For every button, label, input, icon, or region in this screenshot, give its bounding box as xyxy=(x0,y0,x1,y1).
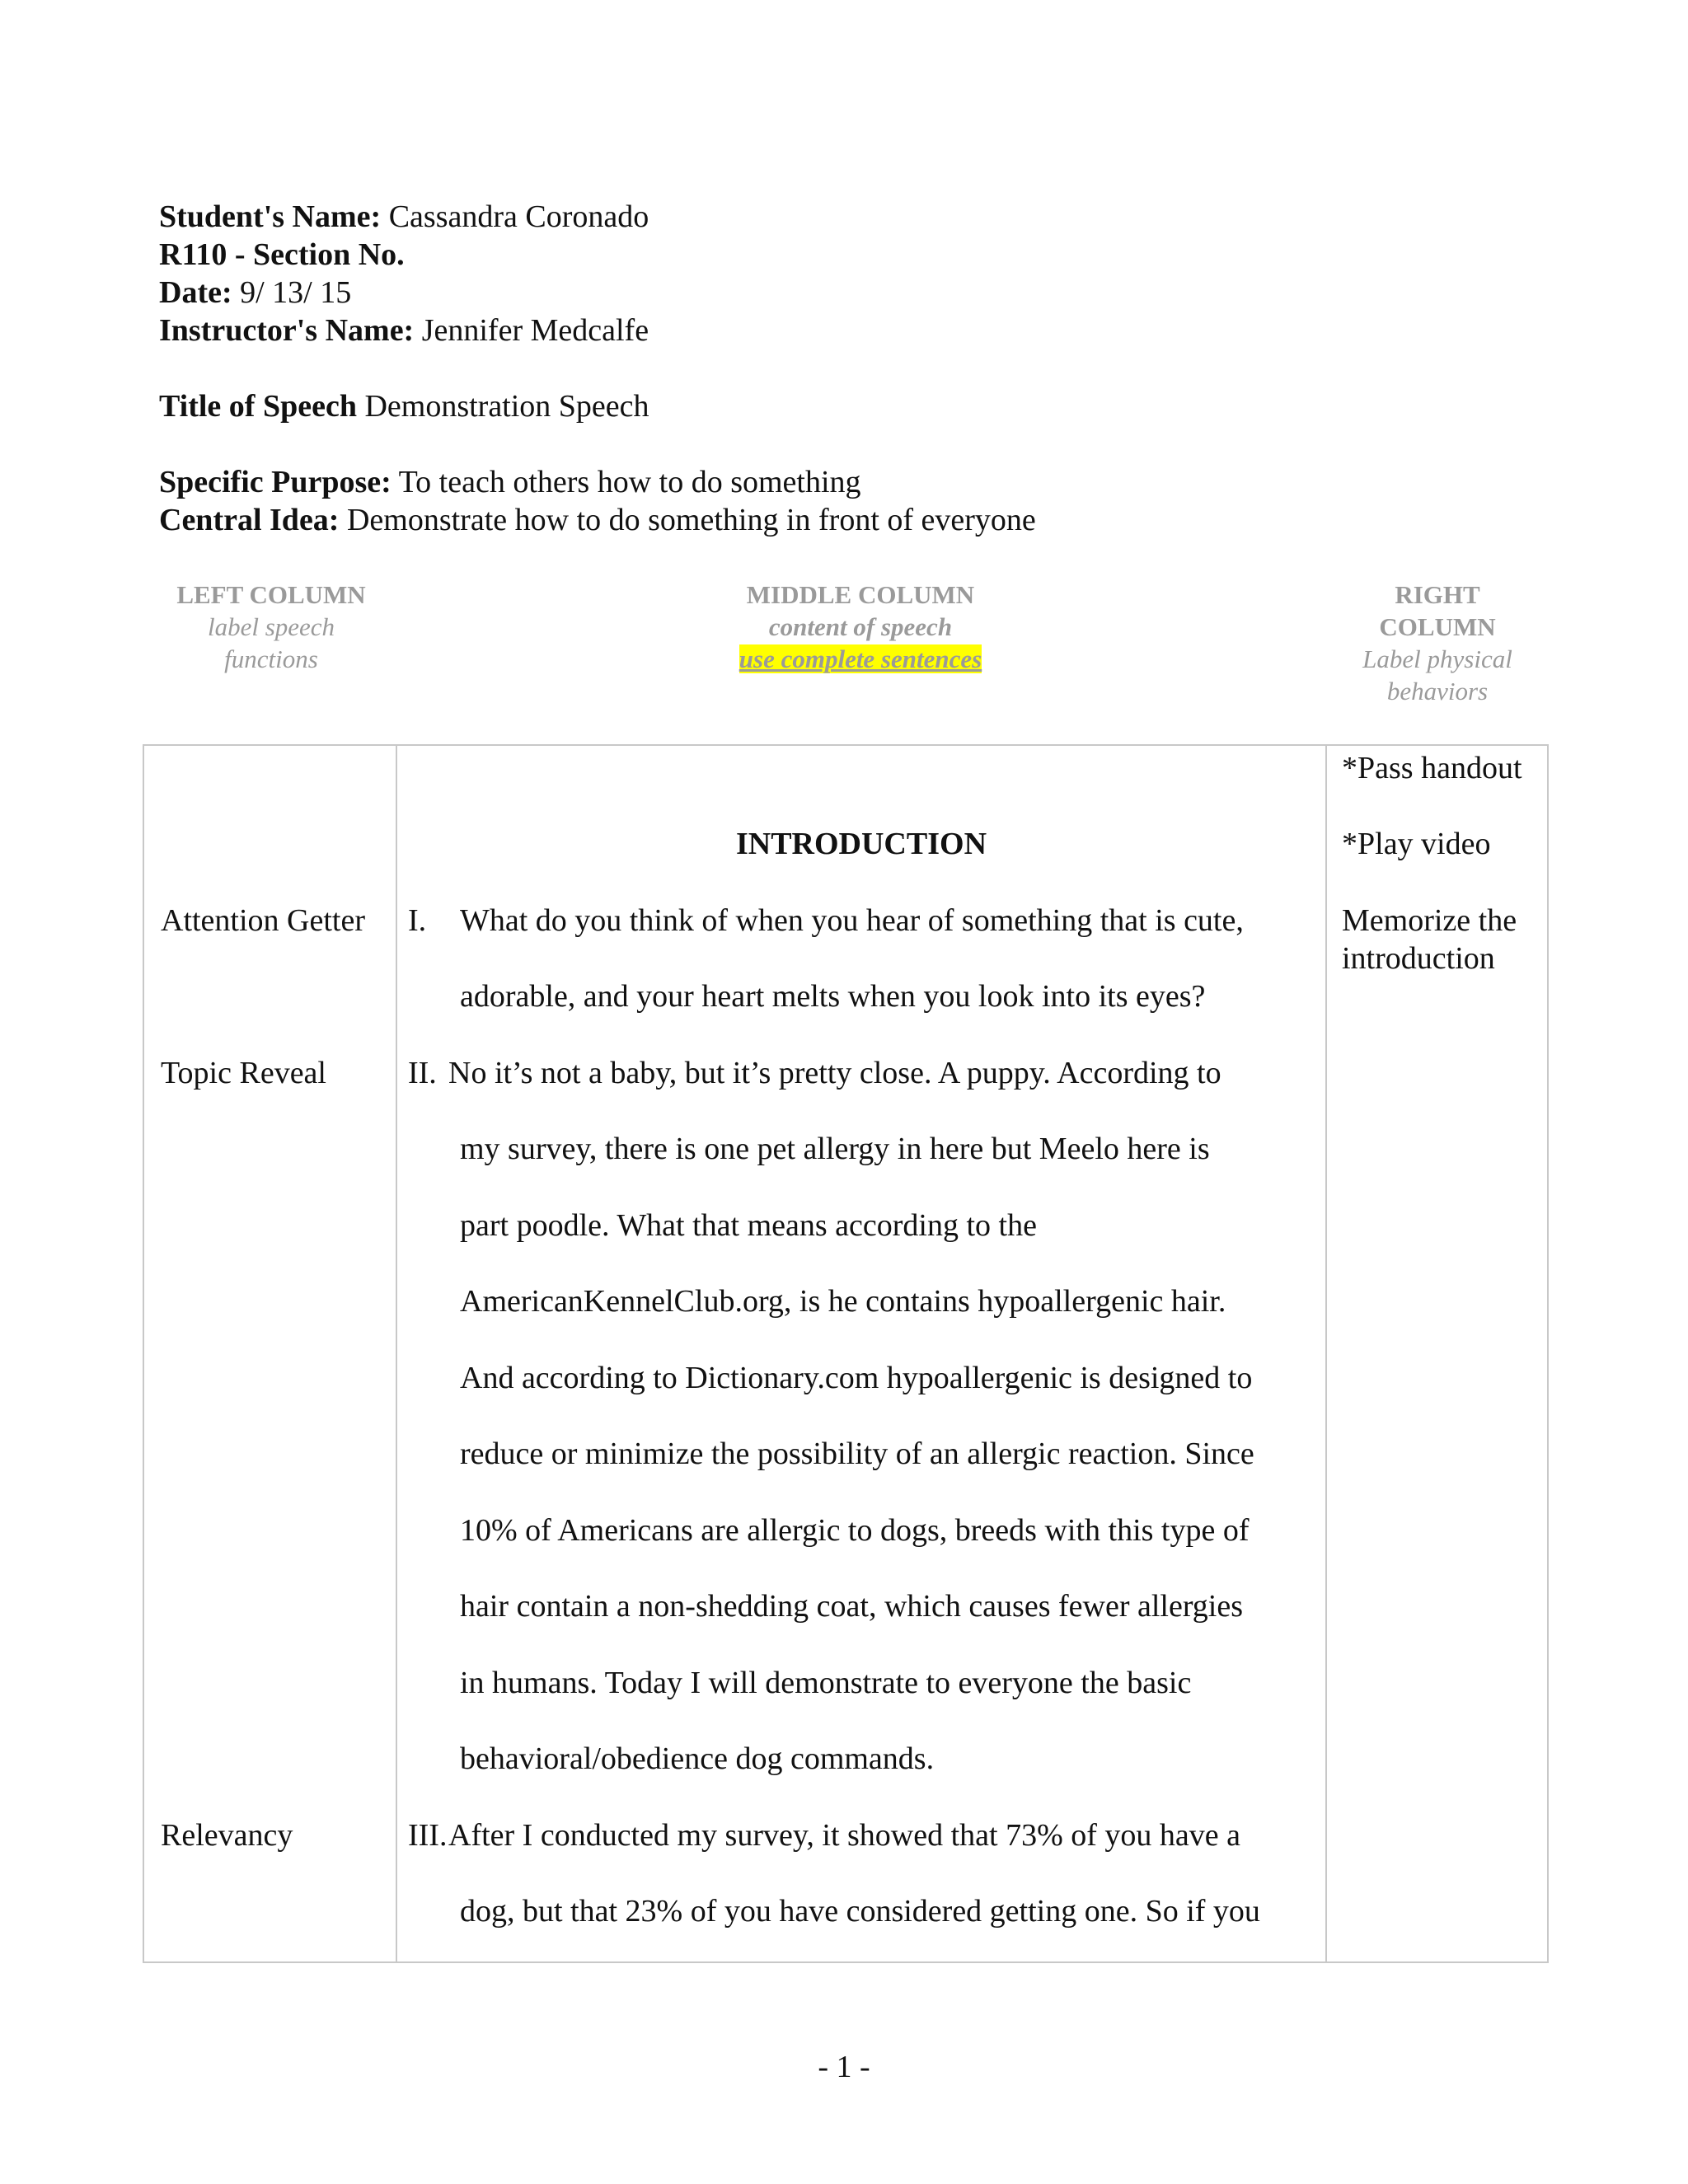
left-column-heading: LEFT COLUMN label speech functions xyxy=(176,580,366,673)
section-label: R110 - Section No. xyxy=(159,237,405,272)
outline-numeral: II. xyxy=(408,1056,437,1090)
student-name-value: Cassandra Coronado xyxy=(388,199,649,234)
instructor-value: Jennifer Medcalfe xyxy=(421,313,649,348)
title-label: Title of Speech xyxy=(159,389,357,424)
outline-table xyxy=(143,744,1549,1963)
title-value: Demonstration Speech xyxy=(364,389,649,424)
outline-line: What do you think of when you hear of something that is cute, xyxy=(460,903,1244,938)
purpose-row xyxy=(159,463,1036,501)
outline-line: behavioral/obedience dog commands. xyxy=(460,1741,935,1776)
section-row xyxy=(159,236,1036,274)
speech-function-label: Attention Getter xyxy=(161,903,365,938)
outline-line: adorable, and your heart melts when you look into its eyes? xyxy=(460,979,1206,1014)
right-column-heading: RIGHT COLUMN Label physical behaviors xyxy=(1362,580,1512,705)
outline-line: reduce or minimize the possibility of an allergic reaction. Since xyxy=(460,1436,1254,1471)
right-note: *Play video xyxy=(1342,827,1491,861)
purpose-label: Specific Purpose: xyxy=(159,465,392,499)
date-row xyxy=(159,274,1036,312)
outline-line: my survey, there is one pet allergy in here but Meelo here is xyxy=(460,1132,1210,1166)
introduction-heading: INTRODUCTION xyxy=(735,827,987,861)
central-idea-value: Demonstrate how to do something in front of everyone xyxy=(346,503,1036,537)
speech-function-label: Topic Reveal xyxy=(161,1056,326,1090)
outline-line: part poodle. What that means according to the xyxy=(460,1208,1037,1243)
middle-column-heading: MIDDLE COLUMN content of speech use complete sentences xyxy=(738,580,982,673)
speech-function-label: Relevancy xyxy=(161,1818,293,1853)
outline-line: And according to Dictionary.com hypoallergenic is designed to xyxy=(460,1361,1253,1395)
central-idea-row xyxy=(159,501,1036,539)
outline-line: in humans. Today I will demonstrate to everyone the basic xyxy=(460,1666,1192,1700)
speech-header xyxy=(159,198,1036,539)
title-row xyxy=(159,387,1036,425)
date-label: Date: xyxy=(159,275,232,310)
student-name-row xyxy=(159,198,1036,236)
instructor-row xyxy=(159,312,1036,349)
highlighted-instruction: use complete sentences xyxy=(738,644,982,673)
purpose-value: To teach others how to do something xyxy=(398,465,861,499)
outline-line: No it’s not a baby, but it’s pretty close. A puppy. According to xyxy=(448,1056,1221,1090)
date-value: 9/ 13/ 15 xyxy=(240,275,352,310)
outline-line: After I conducted my survey, it showed that 73% of you have a xyxy=(448,1818,1240,1853)
outline-numeral: III. xyxy=(408,1818,448,1853)
student-name-label: Student's Name: xyxy=(159,199,382,234)
page-number: - 1 - xyxy=(818,2050,870,2084)
outline-line: hair contain a non-shedding coat, which causes fewer allergies xyxy=(460,1589,1243,1624)
outline-line: 10% of Americans are allergic to dogs, breeds with this type of xyxy=(460,1513,1250,1548)
outline-numeral: I. xyxy=(408,903,427,938)
right-note: Memorize the xyxy=(1342,903,1517,938)
instructor-label: Instructor's Name: xyxy=(159,313,415,348)
outline-line: dog, but that 23% of you have considered getting one. So if you xyxy=(460,1894,1260,1929)
central-idea-label: Central Idea: xyxy=(159,503,340,537)
right-note: *Pass handout xyxy=(1342,751,1522,785)
outline-line: AmericanKennelClub.org, is he contains hypoallergenic hair. xyxy=(460,1284,1226,1319)
right-note: introduction xyxy=(1342,941,1495,976)
